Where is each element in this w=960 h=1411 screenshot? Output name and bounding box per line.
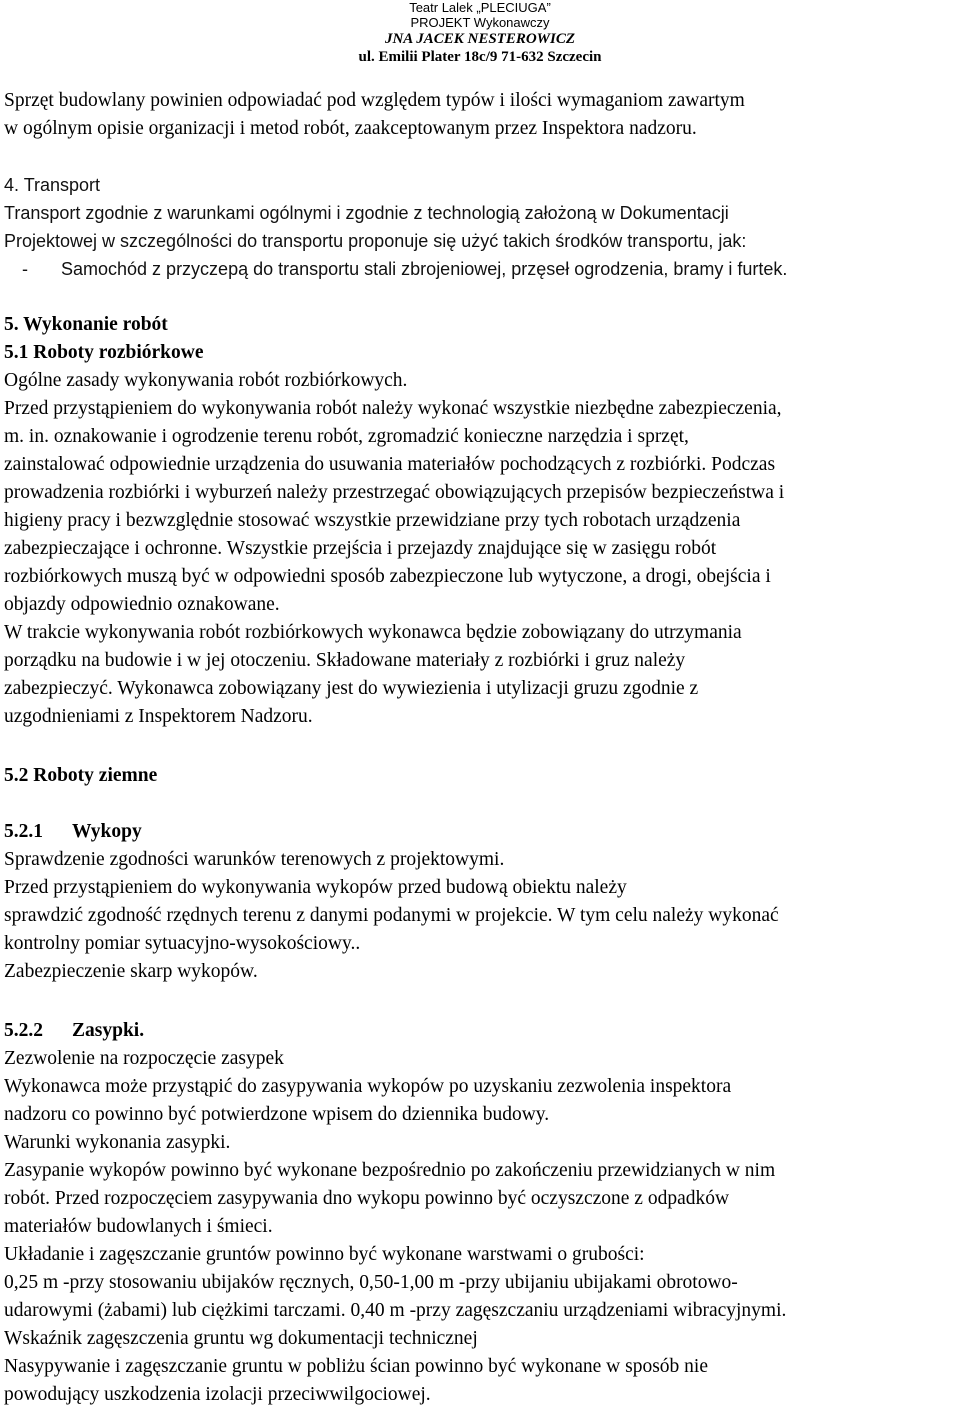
subsubsection-heading (4, 818, 142, 846)
text-line: 0,25 m -przy stosowaniu ubijaków ręcznych, 0,50-1,00 m -przy ubijaniu ubijakami obrotowo- (4, 1272, 738, 1293)
bullet-mark: - (22, 259, 28, 279)
text-line: kontrolny pomiar sytuacyjno-wysokościowy.. (4, 933, 361, 954)
text-line: zainstalować odpowiednie urządzenia do usuwania materiałów pochodzących z rozbiórki. Podczas (4, 454, 776, 475)
text-line: Projektowej w szczególności do transportu proponuje się użyć takich środków transportu, jak: (4, 231, 747, 251)
text-line: Zabezpieczenie skarp wykopów. (4, 961, 258, 982)
heading-title: Wykopy (72, 821, 142, 842)
text-line: robót. Przed rozpoczęciem zasypywania dno wykopu powinno być oczyszczone z odpadków (4, 1188, 730, 1209)
text-line: Nasypywanie i zagęszczanie gruntu w pobliżu ścian powinno być wykonane w sposób nie (4, 1356, 708, 1377)
text-line: materiałów budowlanych i śmieci. (4, 1216, 273, 1237)
section-heading: 4. Transport (4, 175, 101, 195)
text-line: W trakcie wykonywania robót rozbiórkowych wykonawca będzie zobowiązany do utrzymania (4, 622, 742, 643)
header-author: JNA JACEK NESTEROWICZ (384, 31, 576, 47)
heading-title: Zasypki. (72, 1020, 145, 1041)
text-line: Układanie i zagęszczanie gruntów powinno być wykonane warstwami o grubości: (4, 1244, 645, 1265)
text-line: w ogólnym opisie organizacji i metod robót, zaakceptowanym przez Inspektora nadzoru. (4, 118, 697, 139)
subsubsection-heading (4, 1017, 144, 1045)
text-line: Przed przystąpieniem do wykonywania robót należy wykonać wszystkie niezbędne zabezpieczenia, (4, 398, 782, 419)
subsection-heading: 5.1 Roboty rozbiórkowe (4, 342, 204, 363)
text-line: Sprawdzenie zgodności warunków terenowych z projektowymi. (4, 849, 505, 870)
text-line: Zasypanie wykopów powinno być wykonane bezpośrednio po zakończeniu przewidzianych w nim (4, 1160, 776, 1181)
text-line: Transport zgodnie z warunkami ogólnymi i zgodnie z technologią założoną w Dokumentacji (4, 203, 729, 223)
text-line: Wykonawca może przystąpić do zasypywania wykopów po uzyskaniu zezwolenia inspektora (4, 1076, 732, 1097)
text-line: Wskaźnik zagęszczenia gruntu wg dokumentacji technicznej (4, 1328, 478, 1349)
text-line: Przed przystąpieniem do wykonywania wykopów przed budową obiektu należy (4, 877, 627, 898)
text-line: powodujący uszkodzenia izolacji przeciwwilgociowej. (4, 1384, 431, 1405)
subsection-heading: 5.2 Roboty ziemne (4, 765, 158, 786)
text-line: Sprzęt budowlany powinien odpowiadać pod względem typów i ilości wymaganiom zawartym (4, 90, 745, 111)
heading-number: 5.2.1 (4, 821, 43, 842)
text-line: Warunki wykonania zasypki. (4, 1132, 231, 1153)
header-theatre-name: Teatr Lalek „PLECIUGA” (409, 0, 551, 15)
text-line: uzgodnieniami z Inspektorem Nadzoru. (4, 706, 313, 727)
text-line: zabezpieczające i ochronne. Wszystkie przejścia i przejazdy znajdujące się w zasięgu robót (4, 538, 717, 559)
text-line: Ogólne zasady wykonywania robót rozbiórkowych. (4, 370, 408, 391)
text-line: nadzoru co powinno być potwierdzone wpisem do dziennika budowy. (4, 1104, 550, 1125)
header-project-type: PROJEKT Wykonawczy (410, 15, 550, 30)
text-line: udarowymi (żabami) lub ciężkimi tarczami. 0,40 m -przy zagęszczaniu urządzeniami wibracyjnymi. (4, 1300, 787, 1321)
text-line: objazdy odpowiednio oznakowane. (4, 594, 280, 615)
text-line: porządku na budowie i w jej otoczeniu. Składowane materiały z rozbiórki i gruz należy (4, 650, 686, 671)
text-line: Zezwolenie na rozpoczęcie zasypek (4, 1048, 284, 1069)
text-line: higieny pracy i bezwzględnie stosować wszystkie przewidziane przy tych robotach urządzenia (4, 510, 741, 531)
section-heading: 5. Wykonanie robót (4, 314, 168, 335)
bullet-item: Samochód z przyczepą do transportu stali zbrojeniowej, przęseł ogrodzenia, bramy i furtek. (61, 259, 788, 279)
text-line: sprawdzić zgodność rzędnych terenu z danymi podanymi w projekcie. W tym celu należy wykonać (4, 905, 779, 926)
text-line: m. in. oznakowanie i ogrodzenie terenu robót, zgromadzić konieczne narzędzia i sprzęt, (4, 426, 689, 447)
heading-number: 5.2.2 (4, 1020, 43, 1041)
header-address: ul. Emilii Plater 18c/9 71-632 Szczecin (358, 49, 602, 65)
text-line: zabezpieczyć. Wykonawca zobowiązany jest do wywiezienia i utylizacji gruzu zgodnie z (4, 678, 699, 699)
text-line: prowadzenia rozbiórki i wyburzeń należy przestrzegać obowiązujących przepisów bezpieczeństwa i (4, 482, 785, 503)
text-line: rozbiórkowych muszą być w odpowiedni sposób zabezpieczone lub wytyczone, a drogi, obejścia i (4, 566, 771, 587)
